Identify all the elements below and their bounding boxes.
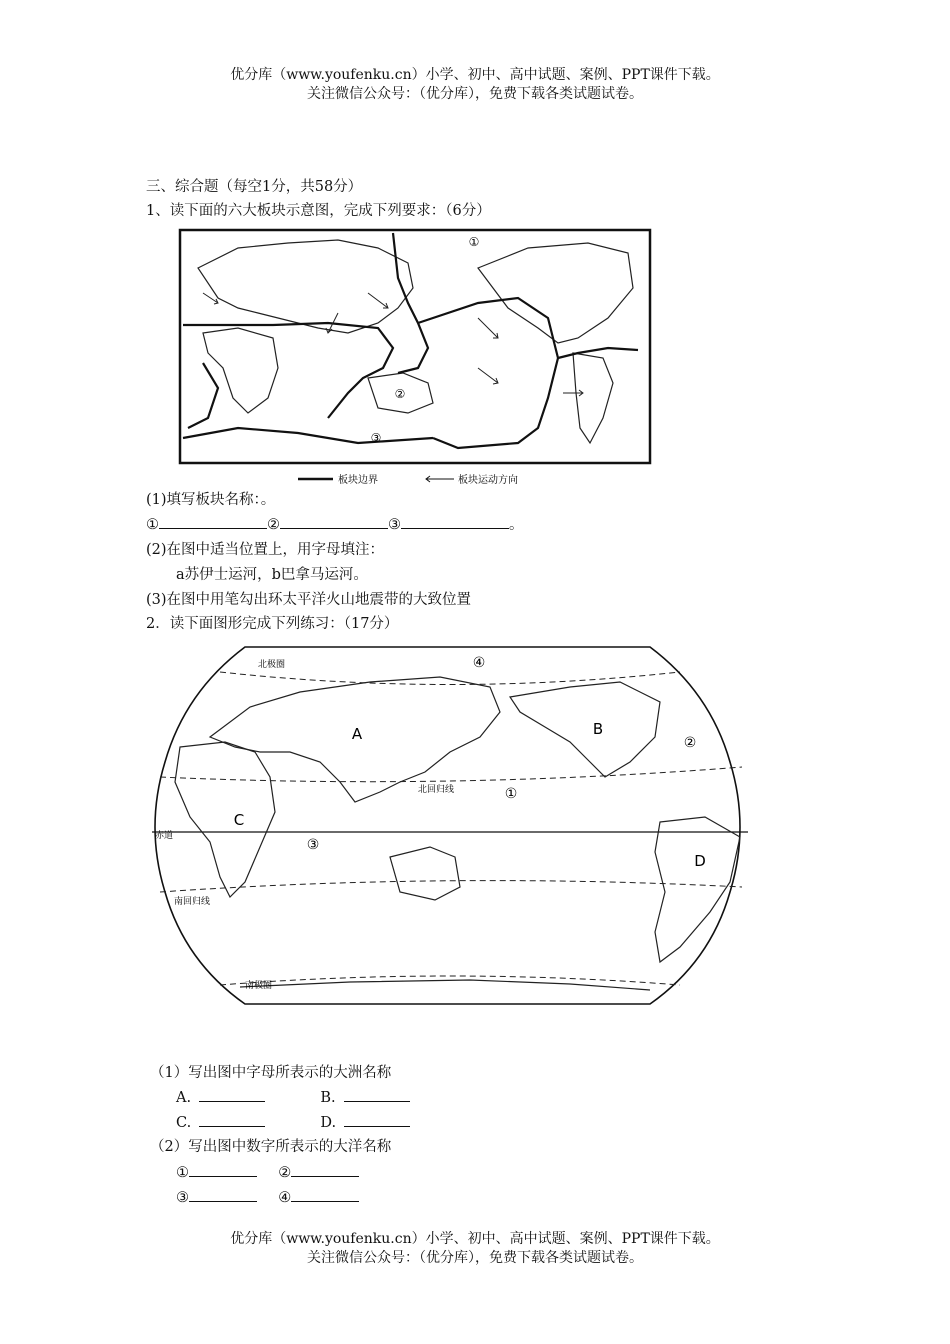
legend-motion-label: 板块运动方向	[458, 475, 518, 486]
plate-label-1: ①	[468, 235, 480, 249]
footer-line-2: 关注微信公众号：（优分库），免费下载各类试题试卷。	[307, 1250, 643, 1266]
q1-blank-3[interactable]	[401, 514, 509, 529]
q2-ocean-label-2: ②	[278, 1165, 292, 1181]
continent-letter-d: D	[694, 852, 706, 870]
label-antarctic-circle: 南极圈	[245, 981, 273, 991]
plate-label-3: ③	[370, 431, 382, 445]
q1-blanks-row	[146, 514, 524, 535]
q2-sub1: （1）写出图中字母所表示的大洲名称	[150, 1065, 392, 1081]
q2-ocean-blank-3[interactable]	[189, 1187, 257, 1202]
q1-blank-label-2: ②	[267, 517, 280, 533]
ocean-number-4: ④	[472, 655, 486, 671]
q1-blank-end: 。	[509, 517, 524, 533]
q1-sub2: (2)在图中适当位置上，用字母填注：	[146, 542, 385, 558]
continent-letter-b: B	[592, 720, 604, 738]
q1-blank-2[interactable]	[280, 514, 388, 529]
header-line-2: 关注微信公众号：（优分库），免费下载各类试题试卷。	[307, 86, 643, 102]
q2-blank-c[interactable]	[199, 1112, 265, 1127]
q2-item-a: A.	[176, 1090, 192, 1106]
q2-item-d: D.	[320, 1115, 337, 1131]
continent-letter-a: A	[351, 725, 363, 743]
label-tropic-of-capricorn: 南回归线	[174, 897, 211, 907]
q1-sub3: (3)在图中用笔勾出环太平洋火山地震带的大致位置	[146, 592, 472, 608]
q2-ocean-label-4: ④	[278, 1190, 292, 1206]
q1-blank-label-3: ③	[388, 517, 401, 533]
label-equator: 赤道	[155, 831, 174, 841]
q2-item-c: C.	[176, 1115, 192, 1131]
plate-tectonics-map	[178, 228, 652, 490]
q2-ocean-row-2	[176, 1187, 359, 1208]
q1-sub1: (1)填写板块名称：。	[146, 492, 276, 508]
plate-label-2: ②	[394, 387, 406, 401]
q1-blank-label-1: ①	[146, 517, 159, 533]
footer-line-1: 优分库（www.youfenku.cn）小学、初中、高中试题、案例、PPT课件下载。	[230, 1231, 720, 1247]
q2-blank-d[interactable]	[344, 1112, 410, 1127]
q2-sub2: （2）写出图中数字所表示的大洋名称	[150, 1139, 392, 1155]
label-tropic-of-cancer: 北回归线	[418, 785, 455, 795]
q2-continent-row-2	[176, 1112, 410, 1133]
q2-ocean-label-3: ③	[176, 1190, 189, 1206]
q2-blank-b[interactable]	[344, 1087, 410, 1102]
ocean-number-1: ①	[504, 786, 518, 802]
q2-blank-a[interactable]	[199, 1087, 265, 1102]
q1-blank-1[interactable]	[159, 514, 267, 529]
world-map	[150, 642, 750, 1012]
continent-letter-c: C	[233, 811, 245, 829]
q1-sub2b: a苏伊士运河，b巴拿马运河。	[176, 567, 368, 583]
q2-ocean-label-1: ①	[176, 1165, 189, 1181]
header-line-1: 优分库（www.youfenku.cn）小学、初中、高中试题、案例、PPT课件下载。	[230, 67, 720, 83]
q2-item-b: B.	[320, 1090, 336, 1106]
section-title: 三、综合题（每空1分，共58分）	[146, 179, 363, 195]
q2-ocean-blank-4[interactable]	[291, 1187, 359, 1202]
ocean-number-3: ③	[306, 837, 320, 853]
legend-boundary-label: 板块边界	[338, 475, 378, 486]
question-1-title: 1、读下面的六大板块示意图，完成下列要求：（6分）	[146, 203, 491, 219]
q2-ocean-blank-2[interactable]	[291, 1162, 359, 1177]
label-arctic-circle: 北极圈	[258, 660, 286, 670]
q2-continent-row-1	[176, 1087, 410, 1108]
q2-ocean-row-1	[176, 1162, 359, 1183]
ocean-number-2: ②	[683, 735, 697, 751]
question-2-title: 2．读下面图形完成下列练习：（17分）	[146, 616, 399, 632]
q2-ocean-blank-1[interactable]	[189, 1162, 257, 1177]
